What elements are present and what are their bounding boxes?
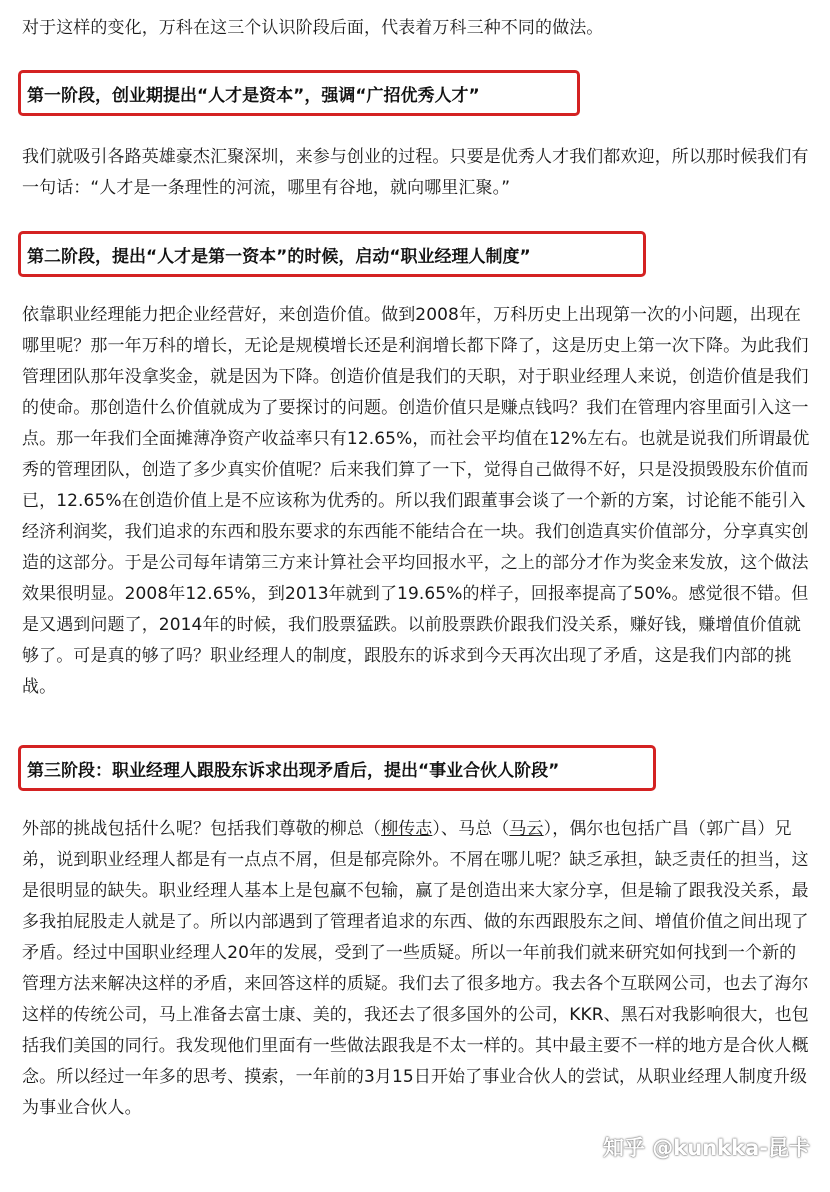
stage-1-heading-box xyxy=(18,70,580,116)
stage-1-heading: 第一阶段，创业期提出“人才是资本”，强调“广招优秀人才” xyxy=(27,85,480,106)
stage-3-paragraph xyxy=(22,814,812,1124)
stage-2-paragraph: 依靠职业经理能力把企业经营好，来创造价值。做到2008年，万科历史上出现第一次的小问题，出现在哪里呢？那一年万科的增长，无论是规模增长还是利润增长都下降了，这是历史上第一次下降。为此我们管理团队那年没拿奖金，就是因为下降。创造价值是我们的天职，对于职业经理人来说，创造价值是我们的使命。那创造什么价值就成为了要探讨的问题。创造价值只是赚点钱吗？我们在管理内容里面引入这一点。那一年我们全面摊薄净资产收益率只有12.65%，而社会平均值在12%左右。也就是说我们所谓最优秀的管理团队，创造了多少真实价值呢？后来我们算了一下，觉得自己做得不好，只是没损毁股东价值而已，12.65%在创造价值上是不应该称为优秀的。所以我们跟董事会谈了一个新的方案，讨论能不能引入经济利润奖，我们追求的东西和股东要求的东西能不能结合在一块。我们创造真实价值部分，分享真实创造的这部分。于是公司每年请第三方来计算社会平均回报水平，之上的部分才作为奖金来发放，这个做法效果很明显。2008年12.65%，到2013年就到了19.65%的样子，回报率提高了50%。感觉很不错。但是又遇到问题了，2014年的时候，我们股票猛跌。以前股票跌价跟我们没关系，赚好钱，赚增值价值就够了。可是真的够了吗？职业经理人的制度，跟股东的诉求到今天再次出现了矛盾，这是我们内部的挑战。 xyxy=(22,305,810,697)
zhihu-watermark xyxy=(603,1132,810,1162)
stage-3-heading: 第三阶段：职业经理人跟股东诉求出现矛盾后，提出“事业合伙人阶段” xyxy=(27,760,560,781)
stage-3-heading-box xyxy=(18,745,656,791)
intro-paragraph: 对于这样的变化，万科在这三个认识阶段后面，代表着万科三种不同的做法。 xyxy=(22,18,604,38)
stage-3-text-c: ），偶尔也包括广昌（郭广昌）兄弟，说到职业经理人都是有一点点不屑，但是郁亮除外。不屑在哪儿呢？缺乏承担，缺乏责任的担当，这是很明显的缺失。职业经理人基本上是包赢不包输，赢了是创造出来大家分享，但是输了跟我没关系，最多我拍屁股走人就是了。所以内部遇到了管理者追求的东西、做的东西跟股东之间、增值价值之间出现了矛盾。经过中国职业经理人20年的发展，受到了一些质疑。所以一年前我们就来研究如何找到一个新的管理方法来解决这样的矛盾，来回答这样的质疑。我们去了很多地方。我去各个互联网公司，也去了海尔这样的传统公司，马上准备去富士康、美的，我还去了很多国外的公司，KKR、黑石对我影响很大，也包括我们美国的同行。我发现他们里面有一些做法跟我是不太一样的。其中最主要不一样的地方是合伙人概念。所以经过一年多的思考、摸索，一年前的3月15日开始了事业合伙人的尝试，从职业经理人制度升级为事业合伙人。 xyxy=(22,819,809,1118)
link-liu-chuanzhi[interactable]: 柳传志 xyxy=(381,819,433,839)
watermark-text: 知乎 @kunkka-昆卡 xyxy=(603,1136,810,1160)
stage-1-paragraph: 我们就吸引各路英雄豪杰汇聚深圳，来参与创业的过程。只要是优秀人才我们都欢迎，所以那时候我们有一句话：“人才是一条理性的河流，哪里有谷地，就向哪里汇聚。” xyxy=(22,147,809,198)
link-ma-yun[interactable]: 马云 xyxy=(509,819,544,839)
stage-2-heading: 第二阶段，提出“人才是第一资本”的时候，启动“职业经理人制度” xyxy=(27,246,531,267)
stage-3-text-a: 外部的挑战包括什么呢？包括我们尊敬的柳总（ xyxy=(22,819,382,839)
stage-3-text-b: ）、马总（ xyxy=(432,819,510,839)
stage-2-heading-box xyxy=(18,231,646,277)
